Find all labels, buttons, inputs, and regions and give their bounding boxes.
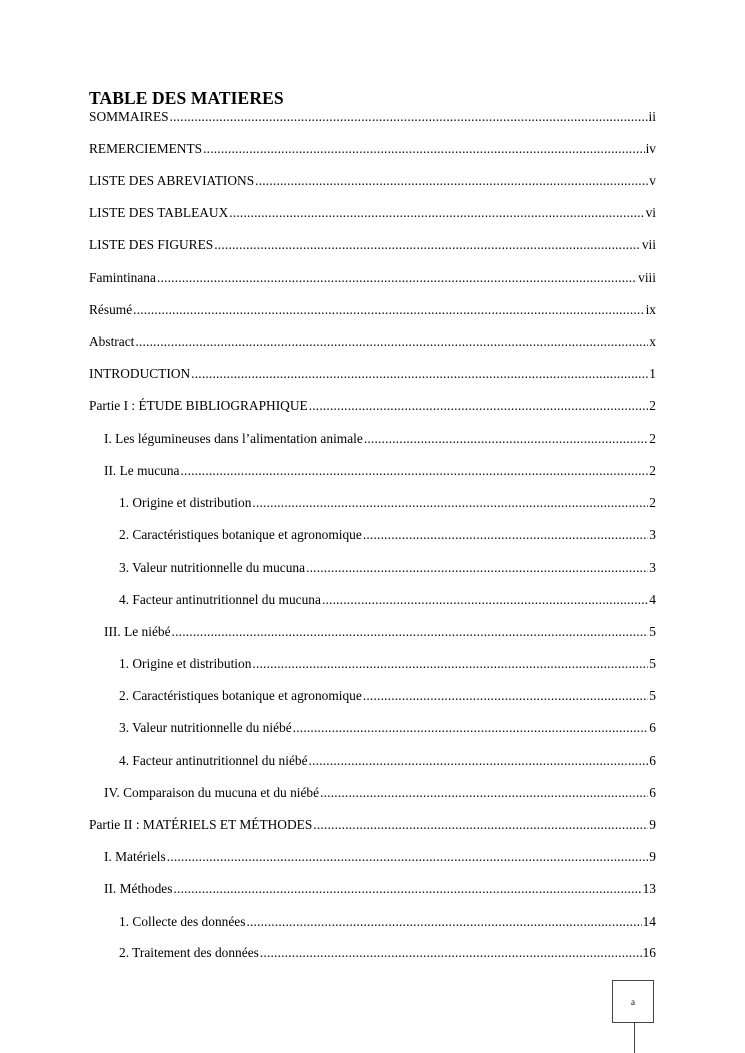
toc-entry-label: LISTE DES FIGURES <box>89 237 214 252</box>
toc-entry[interactable] <box>89 816 656 834</box>
toc-entry-page: 9 <box>649 817 656 832</box>
toc-entry[interactable] <box>119 944 656 962</box>
toc-entry-page: 2 <box>649 463 656 478</box>
toc-entry-label: 3. Valeur nutritionnelle du niébé <box>119 720 292 735</box>
toc-entry-label: I. Les légumineuses dans l’alimentation animale <box>104 431 363 446</box>
toc-entry-page: 9 <box>649 849 656 864</box>
toc-entry[interactable] <box>104 784 656 802</box>
dot-leader <box>191 365 648 383</box>
dot-leader <box>252 494 648 512</box>
toc-entry-page: 5 <box>649 624 656 639</box>
dot-leader <box>157 269 637 287</box>
toc-entry[interactable] <box>89 236 656 254</box>
toc-entry-page: 1 <box>649 366 656 381</box>
toc-entry[interactable] <box>104 430 656 448</box>
toc-entry-label: 3. Valeur nutritionnelle du mucuna <box>119 560 306 575</box>
dot-leader <box>309 752 649 770</box>
dot-leader <box>167 848 649 866</box>
toc-entry-label: 1. Origine et distribution <box>119 495 252 510</box>
dot-leader <box>246 913 641 931</box>
toc-entry-label: II. Méthodes <box>104 881 173 896</box>
toc-entry[interactable] <box>89 397 656 415</box>
toc-entry[interactable] <box>119 591 656 609</box>
toc-title: TABLE DES MATIERES <box>89 88 284 108</box>
toc-entry-label: 1. Collecte des données <box>119 914 246 929</box>
footer-divider <box>634 1023 635 1053</box>
toc-entry-page: 16 <box>642 945 656 960</box>
toc-entry-page: ix <box>645 302 656 317</box>
toc-entry-label: I. Matériels <box>104 849 166 864</box>
dot-leader <box>313 816 648 834</box>
toc-entry-page: vii <box>641 237 656 252</box>
toc-entry[interactable] <box>119 752 656 770</box>
toc-entry[interactable] <box>89 333 656 351</box>
toc-entry-page: x <box>649 334 656 349</box>
toc-entry-label: 4. Facteur antinutritionnel du mucuna <box>119 592 321 607</box>
toc-entry-page: 2 <box>649 431 656 446</box>
toc-entry-label: 4. Facteur antinutritionnel du niébé <box>119 753 308 768</box>
toc-entry-page: vi <box>645 205 656 220</box>
toc-entry[interactable] <box>119 655 656 673</box>
toc-entry[interactable] <box>119 526 656 544</box>
toc-entry-label: 2. Caractéristiques botanique et agronomique <box>119 688 362 703</box>
toc-entry[interactable] <box>119 913 656 931</box>
toc-entry[interactable] <box>119 719 656 737</box>
toc-entry[interactable] <box>104 462 656 480</box>
dot-leader <box>180 462 648 480</box>
toc-entry-page: 6 <box>649 753 656 768</box>
toc-entry-label: LISTE DES ABREVIATIONS <box>89 173 255 188</box>
toc-entry[interactable] <box>89 108 656 126</box>
toc-entry-label: IV. Comparaison du mucuna et du niébé <box>104 785 320 800</box>
toc-entry-page: 13 <box>642 881 656 896</box>
dot-leader <box>363 687 648 705</box>
toc-entry-page: iv <box>645 141 656 156</box>
toc-entry[interactable] <box>89 204 656 222</box>
dot-leader <box>135 333 648 351</box>
dot-leader <box>309 397 649 415</box>
toc-entry-label: Abstract <box>89 334 135 349</box>
toc-entry-page: 2 <box>649 495 656 510</box>
toc-entry-page: 2 <box>649 398 656 413</box>
toc-entry[interactable] <box>89 172 656 190</box>
toc-entry[interactable] <box>119 687 656 705</box>
dot-leader <box>133 301 644 319</box>
toc-entry-page: 3 <box>649 527 656 542</box>
toc-entry-label: INTRODUCTION <box>89 366 191 381</box>
toc-entry-label: Partie I : ÉTUDE BIBLIOGRAPHIQUE <box>89 398 308 413</box>
toc-entry-page: 4 <box>649 592 656 607</box>
toc-entry[interactable] <box>104 880 656 898</box>
toc-entry-label: LISTE DES TABLEAUX <box>89 205 229 220</box>
dot-leader <box>214 236 641 254</box>
toc-entry[interactable] <box>89 365 656 383</box>
dot-leader <box>293 719 649 737</box>
toc-entry[interactable] <box>89 301 656 319</box>
toc-entry-page: 6 <box>649 785 656 800</box>
toc-entry-page: 3 <box>649 560 656 575</box>
toc-entry-page: viii <box>638 270 656 285</box>
page-number: a <box>631 996 635 1007</box>
toc-entry[interactable] <box>104 848 656 866</box>
toc-entry[interactable] <box>104 623 656 641</box>
dot-leader <box>306 559 648 577</box>
dot-leader <box>229 204 644 222</box>
toc-entry[interactable] <box>119 559 656 577</box>
toc-entry-page: 14 <box>642 914 656 929</box>
toc-entry-page: 5 <box>649 656 656 671</box>
dot-leader <box>363 526 648 544</box>
dot-leader <box>203 140 644 158</box>
dot-leader <box>322 591 648 609</box>
dot-leader <box>255 172 648 190</box>
dot-leader <box>172 623 649 641</box>
toc-entry-label: III. Le niébé <box>104 624 171 639</box>
toc-entry[interactable] <box>89 140 656 158</box>
toc-entry-label: 2. Caractéristiques botanique et agronomique <box>119 527 362 542</box>
page-number-box <box>612 980 654 1023</box>
toc-entry[interactable] <box>89 269 656 287</box>
dot-leader <box>260 944 642 962</box>
toc-entry-page: v <box>649 173 656 188</box>
toc-entry-label: 1. Origine et distribution <box>119 656 252 671</box>
toc-entry[interactable] <box>119 494 656 512</box>
dot-leader <box>364 430 648 448</box>
toc-entry-label: Partie II : MATÉRIELS ET MÉTHODES <box>89 817 313 832</box>
dot-leader <box>320 784 648 802</box>
toc-entry-label: Résumé <box>89 302 133 317</box>
toc-entry-label: REMERCIEMENTS <box>89 141 203 156</box>
toc-entry-label: 2. Traitement des données <box>119 945 259 960</box>
toc-entry-label: SOMMAIRES <box>89 109 169 124</box>
dot-leader <box>252 655 648 673</box>
toc-entry-page: 5 <box>649 688 656 703</box>
toc-entry-page: ii <box>648 109 656 124</box>
dot-leader <box>170 108 648 126</box>
toc-entry-label: Famintinana <box>89 270 156 285</box>
toc-entry-page: 6 <box>649 720 656 735</box>
dot-leader <box>173 880 641 898</box>
toc-entry-label: II. Le mucuna <box>104 463 180 478</box>
